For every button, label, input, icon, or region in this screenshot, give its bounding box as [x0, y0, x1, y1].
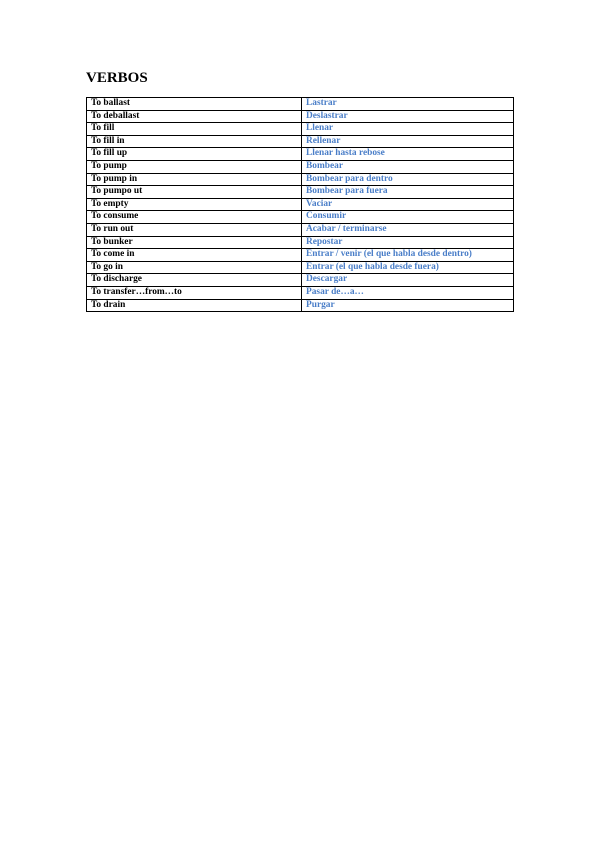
spanish-translation-cell: Entrar / venir (el que habla desde dentro) [302, 249, 514, 262]
table-row [87, 123, 514, 136]
spanish-translation-cell: Consumir [302, 211, 514, 224]
spanish-translation-cell: Bombear [302, 160, 514, 173]
page-title: VERBOS [86, 70, 148, 86]
verbs-table-body [87, 98, 514, 312]
table-row [87, 98, 514, 111]
english-verb-cell: To ballast [87, 98, 302, 111]
spanish-translation-cell: Descargar [302, 274, 514, 287]
table-row [87, 135, 514, 148]
spanish-translation-cell: Vaciar [302, 198, 514, 211]
english-verb-cell: To fill up [87, 148, 302, 161]
spanish-translation-cell: Repostar [302, 236, 514, 249]
table-row [87, 198, 514, 211]
english-verb-cell: To transfer…from…to [87, 286, 302, 299]
spanish-translation-cell: Bombear para dentro [302, 173, 514, 186]
english-verb-cell: To pumpo ut [87, 186, 302, 199]
english-verb-cell: To come in [87, 249, 302, 262]
table-row [87, 160, 514, 173]
table-row [87, 211, 514, 224]
english-verb-cell: To bunker [87, 236, 302, 249]
english-verb-cell: To pump in [87, 173, 302, 186]
spanish-translation-cell: Entrar (el que habla desde fuera) [302, 261, 514, 274]
table-row [87, 261, 514, 274]
english-verb-cell: To run out [87, 223, 302, 236]
spanish-translation-cell: Deslastrar [302, 110, 514, 123]
spanish-translation-cell: Purgar [302, 299, 514, 312]
spanish-translation-cell: Llenar hasta rebose [302, 148, 514, 161]
table-row [87, 173, 514, 186]
english-verb-cell: To fill [87, 123, 302, 136]
table-row [87, 186, 514, 199]
table-row [87, 299, 514, 312]
table-row [87, 236, 514, 249]
english-verb-cell: To go in [87, 261, 302, 274]
table-row [87, 110, 514, 123]
english-verb-cell: To deballast [87, 110, 302, 123]
table-row [87, 286, 514, 299]
english-verb-cell: To empty [87, 198, 302, 211]
verbs-table [86, 97, 514, 312]
spanish-translation-cell: Lastrar [302, 98, 514, 111]
english-verb-cell: To pump [87, 160, 302, 173]
english-verb-cell: To drain [87, 299, 302, 312]
spanish-translation-cell: Pasar de…a… [302, 286, 514, 299]
spanish-translation-cell: Llenar [302, 123, 514, 136]
spanish-translation-cell: Bombear para fuera [302, 186, 514, 199]
english-verb-cell: To consume [87, 211, 302, 224]
table-row [87, 148, 514, 161]
english-verb-cell: To fill in [87, 135, 302, 148]
spanish-translation-cell: Rellenar [302, 135, 514, 148]
table-row [87, 249, 514, 262]
table-row [87, 274, 514, 287]
spanish-translation-cell: Acabar / terminarse [302, 223, 514, 236]
english-verb-cell: To discharge [87, 274, 302, 287]
table-row [87, 223, 514, 236]
